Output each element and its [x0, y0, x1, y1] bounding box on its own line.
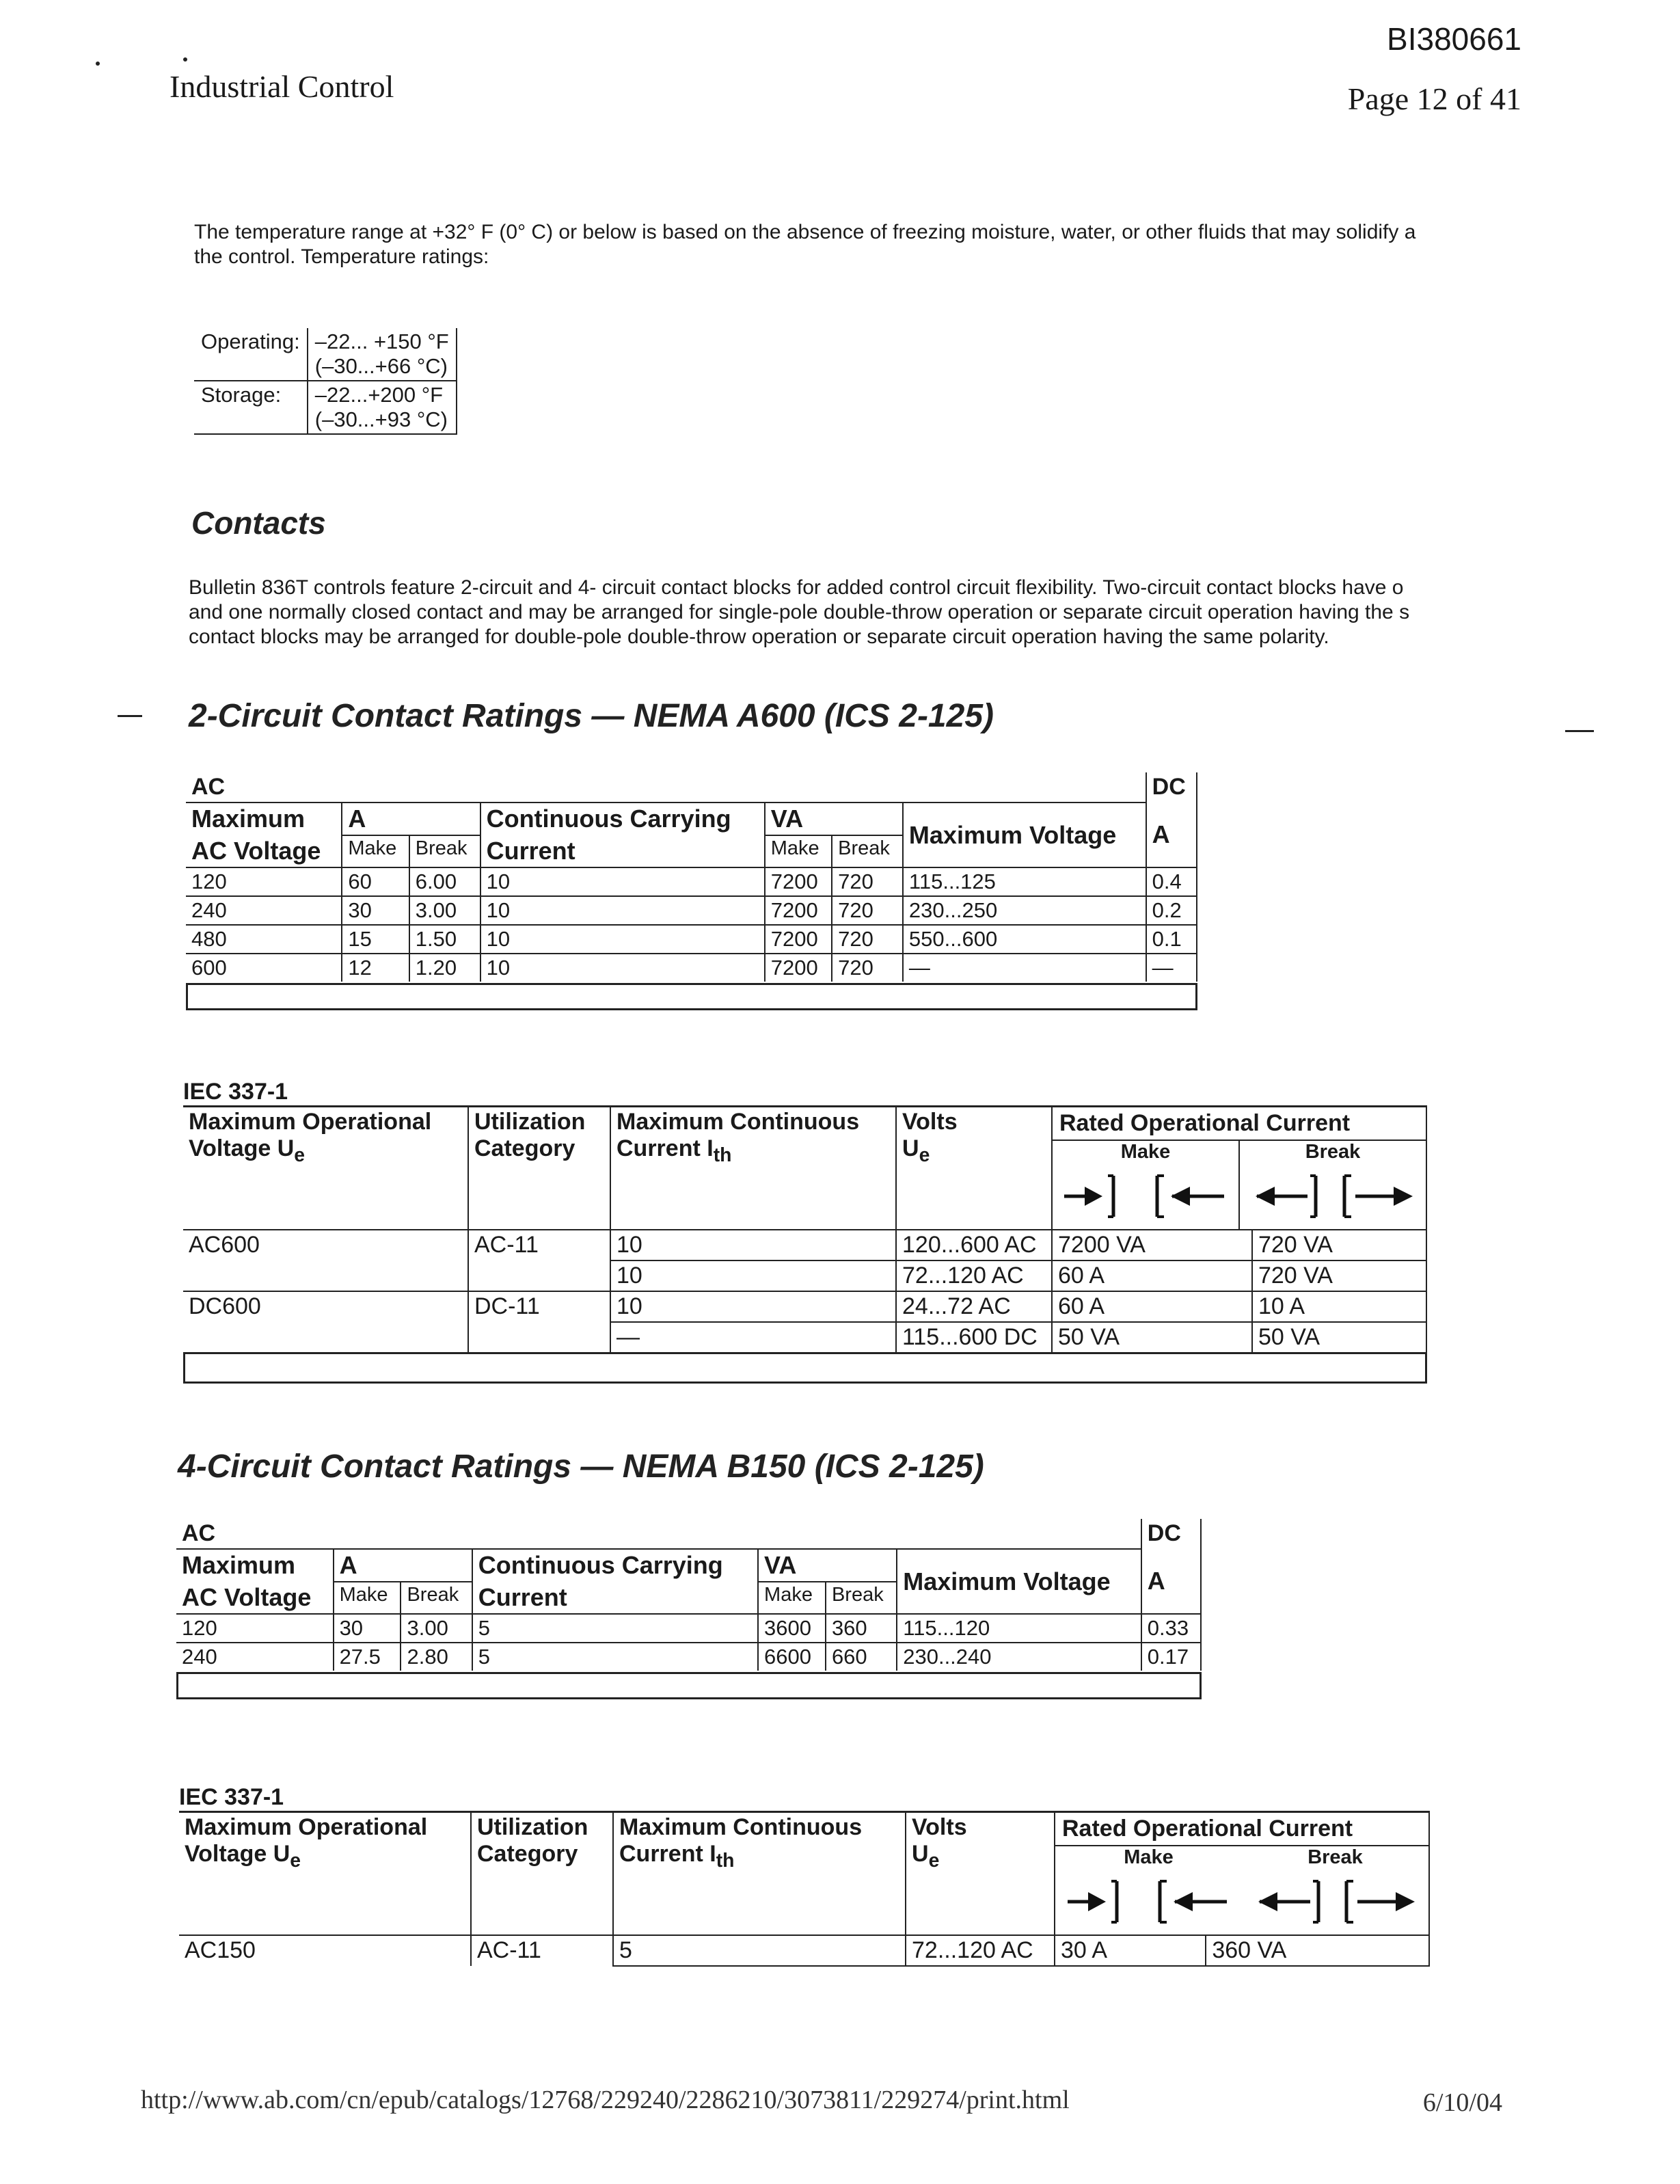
- current-header: Current: [480, 835, 765, 867]
- cell-continuous: 10: [480, 954, 765, 982]
- intro-line: The temperature range at +32° F (0° C) or below is based on the absence of freezing moisture, water, or other fluids that may solidify a: [194, 221, 1416, 243]
- cell-voltage: AC600: [189, 1232, 260, 1258]
- table-footer-box: [176, 1672, 1202, 1699]
- cell-dc-voltage: 230...240: [897, 1643, 1141, 1671]
- amps-header: A: [342, 803, 480, 835]
- margin-dash: [118, 715, 142, 717]
- table-row: [186, 896, 1197, 925]
- cell-make: 12: [342, 954, 409, 982]
- break-symbols: [1242, 1869, 1428, 1934]
- two-circuit-table-wrap: [186, 772, 1197, 1010]
- header-line: [617, 1135, 890, 1167]
- break-symbols: [1240, 1163, 1426, 1229]
- max-continuous-current-header: [610, 1107, 896, 1230]
- dc-max-voltage-header: Maximum Voltage: [903, 803, 1146, 867]
- cell-break: 3.00: [409, 896, 480, 925]
- header-subscript: e: [290, 1849, 301, 1872]
- intro-line: the control. Temperature ratings:: [194, 245, 489, 268]
- table-row: [194, 381, 457, 434]
- two-circuit-table: [186, 772, 1197, 982]
- max-voltage-header: Maximum: [182, 1551, 296, 1579]
- break-column-header: [1242, 1846, 1428, 1934]
- break-label: Break: [1305, 1141, 1361, 1163]
- table-row: [186, 867, 1197, 896]
- volts-header: [906, 1812, 1055, 1936]
- table-row: [186, 925, 1197, 954]
- cell-volts: 120...600 AC: [896, 1230, 1052, 1260]
- break-column-header: [1240, 1141, 1426, 1229]
- cell-current: 10: [610, 1260, 896, 1291]
- cell-continuous: 10: [480, 896, 765, 925]
- iec-table-2: [179, 1811, 1430, 1967]
- header-line: Category: [474, 1135, 575, 1161]
- cell-break: 720 VA: [1252, 1260, 1426, 1291]
- iec-label: IEC 337-1: [179, 1784, 284, 1810]
- max-operational-voltage-header: [183, 1107, 468, 1230]
- table-row: [183, 1291, 1426, 1322]
- continuous-header: Continuous Carrying: [472, 1549, 758, 1582]
- cell-voltage: 240: [176, 1643, 334, 1671]
- cell-category: AC-11: [468, 1230, 610, 1260]
- table-header-row: [179, 1812, 1429, 1936]
- make-label: Make: [1124, 1846, 1174, 1868]
- header-line: Maximum Operational: [185, 1814, 428, 1840]
- table-header-row: [176, 1519, 1201, 1549]
- header-line: Category: [477, 1841, 578, 1867]
- break-header: Break: [832, 835, 903, 867]
- iec-label: IEC 337-1: [183, 1079, 288, 1105]
- two-circuit-heading: 2-Circuit Contact Ratings — NEMA A600 (ICS 2-125): [189, 698, 994, 734]
- break-label: Break: [1308, 1846, 1363, 1868]
- table-row: [186, 954, 1197, 982]
- dc-amps-header: A: [1141, 1549, 1201, 1614]
- cell-break: 1.20: [409, 954, 480, 982]
- contact-break-closed-icon: [1336, 1170, 1418, 1222]
- temp-celsius: (–30...+66 °C): [314, 354, 448, 378]
- table-row: [179, 1935, 1429, 1966]
- iec-table-2-wrap: [179, 1784, 1430, 1967]
- table-row: [183, 1260, 1426, 1291]
- header-subscript: th: [716, 1849, 735, 1872]
- cell-va-break: 360: [826, 1614, 897, 1643]
- header-line: Maximum Continuous: [617, 1109, 860, 1135]
- cell-dc-amps: 0.1: [1146, 925, 1197, 954]
- temp-value: [308, 381, 457, 434]
- dc-header: DC: [1146, 772, 1197, 803]
- cell-category: DC-11: [468, 1291, 610, 1322]
- cell-dc-voltage: 230...250: [903, 896, 1146, 925]
- header-subscript: th: [713, 1144, 732, 1166]
- cell-voltage: 600: [186, 954, 342, 982]
- cell-voltage: [183, 1322, 468, 1352]
- table-row: [176, 1614, 1201, 1643]
- header-text: U: [912, 1841, 929, 1867]
- table-header-row: [186, 803, 1197, 835]
- amps-header: A: [334, 1549, 472, 1582]
- make-header: Make: [758, 1582, 826, 1614]
- header-line: Maximum Continuous: [619, 1814, 863, 1840]
- header-line: Utilization: [477, 1814, 588, 1840]
- max-voltage-header: Maximum: [191, 805, 306, 833]
- cell-va-make: 3600: [758, 1614, 826, 1643]
- header-line: Rated Operational Current: [1053, 1107, 1426, 1141]
- cell-category: [468, 1260, 610, 1291]
- scan-speck: [183, 57, 187, 62]
- cell-voltage: 240: [186, 896, 342, 925]
- max-continuous-current-header: [613, 1812, 906, 1936]
- contact-make-closed-icon: [1152, 1876, 1234, 1928]
- contact-break-open-icon: [1250, 1876, 1332, 1928]
- va-header: VA: [765, 803, 903, 835]
- table-row: [194, 328, 457, 381]
- table-header-row: [176, 1549, 1201, 1582]
- cell-va-break: 660: [826, 1643, 897, 1671]
- cell-break: 2.80: [401, 1643, 472, 1671]
- cell-category: [468, 1322, 610, 1352]
- intro-paragraph: [194, 220, 1534, 269]
- contact-make-open-icon: [1063, 1876, 1146, 1928]
- header-line: Volts: [902, 1109, 958, 1135]
- utilization-category-header: [471, 1812, 613, 1936]
- header-subscript: e: [919, 1144, 930, 1166]
- cell-va-make: 7200: [765, 954, 832, 982]
- make-label: Make: [1120, 1141, 1171, 1163]
- cell-volts: 72...120 AC: [906, 1935, 1055, 1966]
- rated-operational-current-header: [1055, 1812, 1429, 1936]
- temp-label: Storage:: [194, 381, 308, 434]
- page-number: Page 12 of 41: [1347, 81, 1521, 116]
- header-text: Voltage U: [189, 1135, 295, 1161]
- volts-header: [896, 1107, 1052, 1230]
- header-line: [619, 1841, 899, 1872]
- make-symbols: [1055, 1869, 1242, 1934]
- temp-label: Operating:: [194, 328, 308, 381]
- make-column-header: [1053, 1141, 1240, 1229]
- iec-table-1-wrap: [183, 1079, 1427, 1384]
- cell-volts: 24...72 AC: [896, 1291, 1052, 1322]
- table-row: [176, 1643, 1201, 1671]
- cell-va-make: 7200: [765, 896, 832, 925]
- cell-voltage: DC600: [189, 1293, 261, 1319]
- cell-dc-amps: 0.17: [1141, 1643, 1201, 1671]
- four-circuit-table: [176, 1519, 1202, 1671]
- temp-fahrenheit: –22... +150 °F: [314, 329, 449, 353]
- contact-make-open-icon: [1060, 1170, 1142, 1222]
- break-header: Break: [409, 835, 480, 867]
- cell-voltage: 120: [191, 869, 227, 893]
- temp-value: [308, 328, 457, 381]
- contacts-line: contact blocks may be arranged for double-pole double-throw operation or separate circuit operation having the same polarity.: [189, 625, 1329, 648]
- contact-make-closed-icon: [1149, 1170, 1231, 1222]
- utilization-category-header: [468, 1107, 610, 1230]
- header-line: [912, 1841, 1048, 1872]
- cell-va-make: 6600: [758, 1643, 826, 1671]
- max-operational-voltage-header: [179, 1812, 471, 1936]
- cell-voltage: [183, 1260, 468, 1291]
- cell-break: 1.50: [409, 925, 480, 954]
- cell-voltage: AC150: [185, 1937, 256, 1963]
- current-header: Current: [472, 1582, 758, 1614]
- table-footer-box: [186, 983, 1197, 1010]
- cell-continuous: 10: [480, 925, 765, 954]
- iec-table-1: [183, 1105, 1427, 1352]
- cell-make: 27.5: [334, 1643, 401, 1671]
- cell-make: 50 VA: [1052, 1322, 1252, 1352]
- contact-break-open-icon: [1247, 1170, 1329, 1222]
- contact-break-closed-icon: [1338, 1876, 1420, 1928]
- va-header: VA: [758, 1549, 897, 1582]
- make-header: Make: [342, 835, 409, 867]
- cell-va-make: 7200: [765, 867, 832, 896]
- make-symbols: [1053, 1163, 1238, 1229]
- header-line: Maximum Operational: [189, 1109, 432, 1135]
- cell-dc-voltage: —: [903, 954, 1146, 982]
- dc-max-voltage-header: Maximum Voltage: [897, 1549, 1141, 1614]
- header-line: [902, 1135, 1046, 1167]
- cell-break: 360 VA: [1206, 1935, 1429, 1966]
- temp-celsius: (–30...+93 °C): [314, 407, 448, 431]
- ac-header: AC: [186, 772, 1146, 803]
- header-text: Voltage U: [185, 1841, 290, 1867]
- cell-category: AC-11: [471, 1935, 613, 1966]
- cell-break: 6.00: [409, 867, 480, 896]
- cell-make: 60 A: [1052, 1260, 1252, 1291]
- cell-break: 3.00: [401, 1614, 472, 1643]
- cell-make: 60 A: [1052, 1291, 1252, 1322]
- cell-make: 7200 VA: [1052, 1230, 1252, 1260]
- make-header: Make: [334, 1582, 401, 1614]
- ac-voltage-header: AC Voltage: [176, 1582, 334, 1614]
- cell-voltage: 120: [182, 1616, 217, 1640]
- header-text: Current I: [617, 1135, 714, 1161]
- temperature-ratings-table: [194, 328, 457, 435]
- dc-header: DC: [1141, 1519, 1201, 1549]
- cell-current: 10: [610, 1230, 896, 1260]
- cell-voltage: 480: [186, 925, 342, 954]
- ac-voltage-header: AC Voltage: [186, 835, 342, 867]
- cell-va-break: 720: [832, 954, 903, 982]
- header-line: Utilization: [474, 1109, 586, 1135]
- break-header: Break: [401, 1582, 472, 1614]
- scan-speck: [96, 62, 100, 66]
- cell-continuous: 5: [472, 1643, 758, 1671]
- contacts-heading: Contacts: [191, 505, 326, 541]
- cell-volts: 72...120 AC: [896, 1260, 1052, 1291]
- cell-dc-voltage: 115...125: [903, 867, 1146, 896]
- contacts-line: Bulletin 836T controls feature 2-circuit and 4- circuit contact blocks for added control circuit flexibility. Two-circuit contact blocks have o: [189, 576, 1404, 599]
- header-text: Current I: [619, 1841, 716, 1867]
- four-circuit-heading: 4-Circuit Contact Ratings — NEMA B150 (ICS 2-125): [178, 1448, 984, 1485]
- temp-fahrenheit: –22...+200 °F: [314, 383, 444, 407]
- cell-dc-amps: 0.2: [1146, 896, 1197, 925]
- cell-dc-amps: 0.33: [1141, 1614, 1201, 1643]
- footer-url: http://www.ab.com/cn/epub/catalogs/12768/229240/2286210/3073811/229274/print.html: [141, 2086, 1070, 2114]
- cell-continuous: 5: [472, 1614, 758, 1643]
- cell-va-break: 720: [832, 925, 903, 954]
- cell-va-make: 7200: [765, 925, 832, 954]
- cell-dc-amps: 0.4: [1146, 867, 1197, 896]
- cell-break: 50 VA: [1252, 1322, 1426, 1352]
- cell-current: 5: [613, 1935, 906, 1966]
- cell-volts: 115...600 DC: [896, 1322, 1052, 1352]
- header-line: [185, 1841, 465, 1872]
- header-text: U: [902, 1135, 919, 1161]
- contacts-paragraph: [189, 576, 1528, 649]
- header-line: Rated Operational Current: [1055, 1813, 1428, 1846]
- cell-dc-voltage: 550...600: [903, 925, 1146, 954]
- rated-operational-current-header: [1052, 1107, 1426, 1230]
- table-row: [183, 1322, 1426, 1352]
- header-line: [189, 1135, 462, 1167]
- table-header-row: [183, 1107, 1426, 1230]
- cell-make: 30 A: [1055, 1935, 1206, 1966]
- section-name: Industrial Control: [170, 69, 394, 104]
- margin-dash: [1565, 730, 1594, 732]
- ac-header: AC: [176, 1519, 1141, 1549]
- cell-break: 10 A: [1252, 1291, 1426, 1322]
- table-footer-box: [183, 1352, 1427, 1384]
- cell-make: 30: [342, 896, 409, 925]
- cell-dc-amps: —: [1146, 954, 1197, 982]
- cell-dc-voltage: 115...120: [897, 1614, 1141, 1643]
- header-line: Volts: [912, 1814, 967, 1840]
- dc-amps-header: A: [1146, 803, 1197, 867]
- make-header: Make: [765, 835, 832, 867]
- make-column-header: [1055, 1846, 1242, 1934]
- cell-continuous: 10: [480, 867, 765, 896]
- header-subscript: e: [928, 1849, 940, 1872]
- cell-make: 15: [342, 925, 409, 954]
- document-id: BI380661: [1387, 21, 1521, 57]
- break-header: Break: [826, 1582, 897, 1614]
- cell-va-break: 720: [832, 867, 903, 896]
- continuous-header: Continuous Carrying: [480, 803, 765, 835]
- footer-date: 6/10/04: [1422, 2088, 1502, 2117]
- cell-va-break: 720: [832, 896, 903, 925]
- four-circuit-table-wrap: [176, 1519, 1202, 1699]
- cell-break: 720 VA: [1252, 1230, 1426, 1260]
- cell-current: —: [610, 1322, 896, 1352]
- contacts-line: and one normally closed contact and may be arranged for single-pole double-throw operation or separate circuit operation having the s: [189, 601, 1410, 623]
- table-row: [183, 1230, 1426, 1260]
- table-header-row: [186, 772, 1197, 803]
- cell-make: 60: [342, 867, 409, 896]
- header-subscript: e: [294, 1144, 306, 1166]
- cell-make: 30: [334, 1614, 401, 1643]
- cell-current: 10: [610, 1291, 896, 1322]
